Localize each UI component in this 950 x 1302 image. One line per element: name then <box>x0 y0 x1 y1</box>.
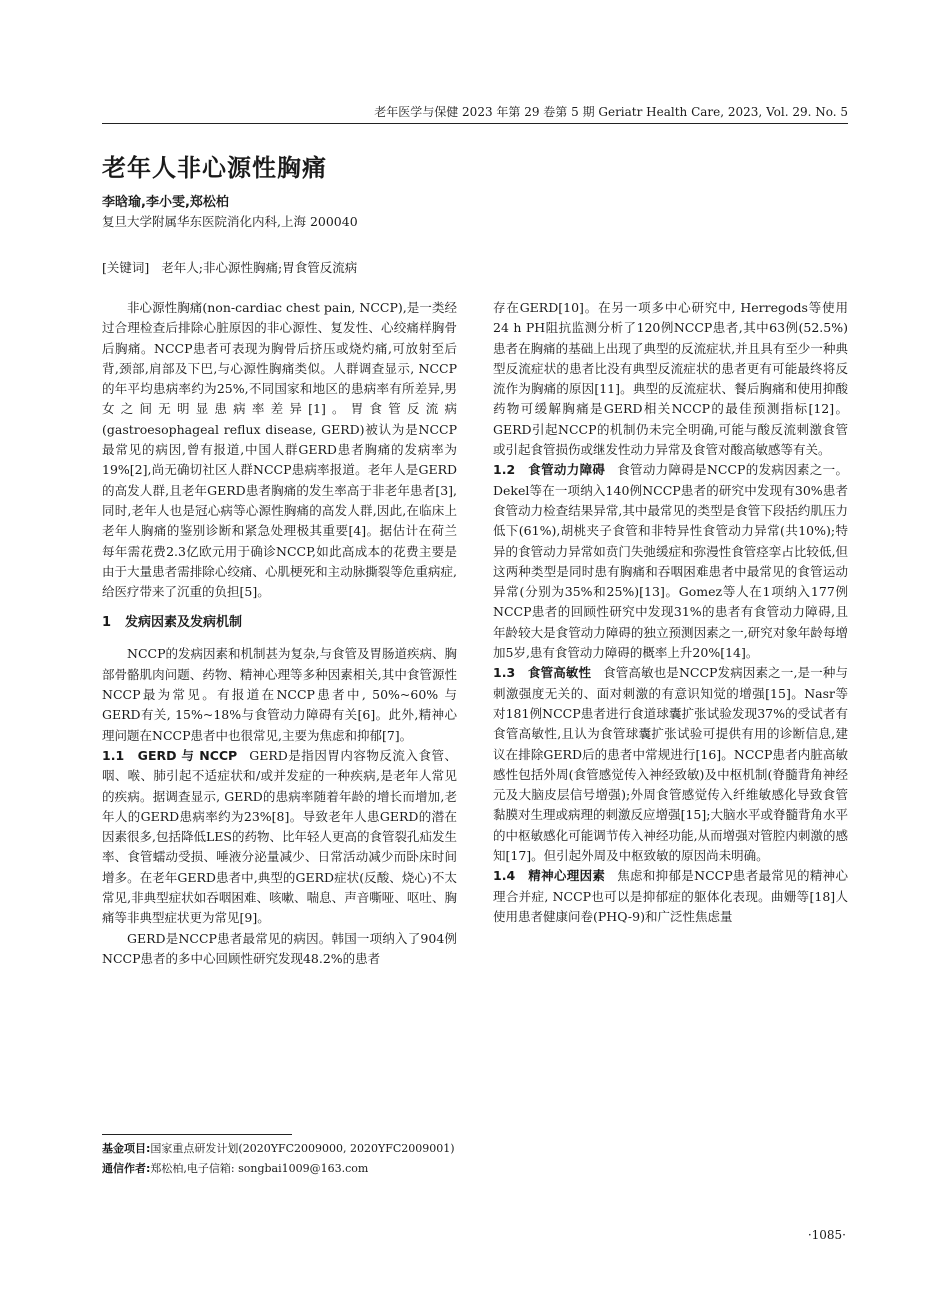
subsection-text: 食管高敏也是NCCP发病因素之一,是一种与刺激强度无关的、面对刺激的有意识知觉的增强[15]。Nasr等对181例NCCP患者进行食道球囊扩张试验发现37%的受试者有食管高敏性,且认为食管球囊扩张试验可提供有用的诊断信息,建议在排除GERD后的患者中常规进行[16]。NCCP患者内脏高敏感性包括外周(食管感觉传入神经致敏)及中枢机制(脊髓背角神经元及大脑皮层信号增强);外周食管感觉传入纤维敏感化导致食管黏膜对生理或病理的刺激反应增强[15];大脑水平或脊髓背角水平的中枢敏感化可能调节传入神经功能,从而增强对管腔内刺激的感知[17]。但引起外周及中枢致敏的原因尚未明确。 <box>493 665 848 864</box>
author-list: 李晗瑜,李小雯,郑松柏 <box>102 195 229 210</box>
funding-footnote <box>102 1141 455 1157</box>
subsection-heading: 1.4 精神心理因素 <box>493 868 606 884</box>
funding-text: 国家重点研发计划(2020YFC2009000, 2020YFC2009001) <box>150 1142 455 1155</box>
corresponding-author-footnote <box>102 1161 368 1177</box>
section-number: 1 <box>102 615 112 631</box>
subsection-heading: 1.2 食管动力障碍 <box>493 462 606 478</box>
corresponding-author-text: 郑松柏,电子信箱: songbai1009@163.com <box>150 1162 369 1175</box>
section-heading-1 <box>102 612 457 634</box>
keywords-text: 老年人;非心源性胸痛;胃食管反流病 <box>161 260 358 275</box>
subsection-text: 焦虑和抑郁是NCCP患者最常见的精神心理合并症, NCCP也可以是抑郁症的躯体化表现。曲姗等[18]人使用患者健康问卷(PHQ-9)和广泛性焦虑量 <box>493 868 848 924</box>
footnote-rule <box>102 1134 292 1135</box>
section-title: 发病因素及发病机制 <box>125 615 243 631</box>
section1-paragraph: NCCP的发病因素和机制甚为复杂,与食管及胃肠道疾病、胸部骨骼肌肉问题、药物、精神心理等多种因素相关,其中食管源性NCCP最为常见。有报道在NCCP患者中, 50%~60% 与GERD有关, 15%~18%与食管动力障碍有关[6]。此外,精神心理问题在NCCP患者中也很常见,主要为焦虑和抑郁[7]。 <box>102 646 457 743</box>
running-header: 老年医学与保健 2023 年第 29 卷第 5 期 Geriatr Health Care, 2023, Vol. 29. No. 5 <box>374 105 848 119</box>
subsection-text: GERD是指因胃内容物反流入食管、咽、喉、肺引起不适症状和/或并发症的一种疾病,是老年人常见的疾病。据调查显示, GERD的患病率随着年龄的增长而增加,老年人的GERD患病率约为23%[8]。导致老年人患GERD的潜在因素很多,包括降低LES的药物、比年轻人更高的食管裂孔疝发生率、食管蠕动受损、唾液分泌量减少、日常活动减少而卧床时间增多。在老年GERD患者中,典型的GERD症状(反酸、烧心)不太常见,非典型症状如吞咽困难、咳嗽、喘息、声音嘶哑、呕吐、胸痛等非典型症状更为常见[9]。 <box>102 747 458 926</box>
affiliation: 复旦大学附属华东医院消化内科,上海 200040 <box>102 214 358 229</box>
subsection-1-1 <box>102 746 457 929</box>
subsection-heading: 1.3 食管高敏性 <box>493 665 592 681</box>
subsection-heading: 1.1 GERD 与 NCCP <box>102 747 238 763</box>
subsection-text: 食管动力障碍是NCCP的发病因素之一。Dekel等在一项纳入140例NCCP患者的研究中发现有30%患者食管动力检查结果异常,其中最常见的类型是食管下段括约肌压力低下(61%),胡桃夹子食管和非特异性食管动力异常(共10%);特异的食管动力异常如贲门失弛缓症和弥漫性食管痉挛占比较低,但这两种类型是同时患有胸痛和吞咽困难患者中最常见的食管运动异常(分别为35%和25%)[13]。Gomez等人在1项纳入177例NCCP患者的回顾性研究中发现31%的患者有食管动力障碍,且年龄较大是食管动力障碍的独立预测因素之一,研究对象年龄每增加5岁,患有食管动力障碍的概率上升20%[14]。 <box>493 462 848 661</box>
subsection-1-3 <box>493 663 848 866</box>
corresponding-author-label: 通信作者: <box>102 1162 151 1175</box>
funding-label: 基金项目: <box>102 1142 151 1155</box>
page-number: ·1085· <box>807 1228 846 1242</box>
article-title: 老年人非心源性胸痛 <box>102 154 327 182</box>
keywords-label: [关键词] <box>102 260 150 275</box>
right-column <box>493 298 848 927</box>
subsection-1-4 <box>493 866 848 927</box>
keywords <box>102 258 357 276</box>
intro-paragraph: 非心源性胸痛(non-cardiac chest pain, NCCP),是一类经过合理检查后排除心脏原因的非心源性、复发性、心绞痛样胸骨后胸痛。NCCP患者可表现为胸骨后挤压或烧灼痛,可放射至后背,颈部,肩部及下巴,与心源性胸痛类似。人群调查显示, NCCP的年平均患病率约为25%,不同国家和地区的患病率有所差异,男女之间无明显患病率差异[1]。胃食管反流病(gastroesophageal reflux disease, GERD)被认为是NCCP最常见的病因,曾有报道,中国人群GERD患者胸痛的发病率为19%[2],尚无确切社区人群NCCP患病率报道。老年人是GERD的高发人群,且老年GERD患者胸痛的发生率高于非老年患者[3],同时,老年人也是冠心病等心源性胸痛的高发人群,因此,在临床上老年人胸痛的鉴别诊断和紧急处理极其重要[4]。据估计在荷兰每年需花费2.3亿欧元用于确诊NCCP,如此高成本的花费主要是由于大量患者需排除心绞痛、心肌梗死和主动脉撕裂等危重病症,给医疗带来了沉重的负担[5]。 <box>102 300 457 600</box>
continuation-paragraph: 存在GERD[10]。在另一项多中心研究中, Herregods等使用24 h PH阻抗监测分析了120例NCCP患者,其中63例(52.5%)患者在胸痛的基础上出现了典型的反流症状,并且具有至少一种典型反流症状的患者比没有典型反流症状的患者更有可能最终将反流作为胸痛的原因[11]。典型的反流症状、餐后胸痛和使用抑酸药物可缓解胸痛是GERD相关NCCP的最佳预测指标[12]。GERD引起NCCP的机制仍未完全明确,可能与酸反流刺激食管或引起食管损伤或继发性动力异常及食管对酸高敏感等有关。 <box>493 300 848 458</box>
left-column <box>102 298 457 969</box>
korea-paragraph: GERD是NCCP患者最常见的病因。韩国一项纳入了904例NCCP患者的多中心回顾性研究发现48.2%的患者 <box>102 930 457 966</box>
subsection-1-2 <box>493 460 848 663</box>
header-rule <box>102 123 848 124</box>
